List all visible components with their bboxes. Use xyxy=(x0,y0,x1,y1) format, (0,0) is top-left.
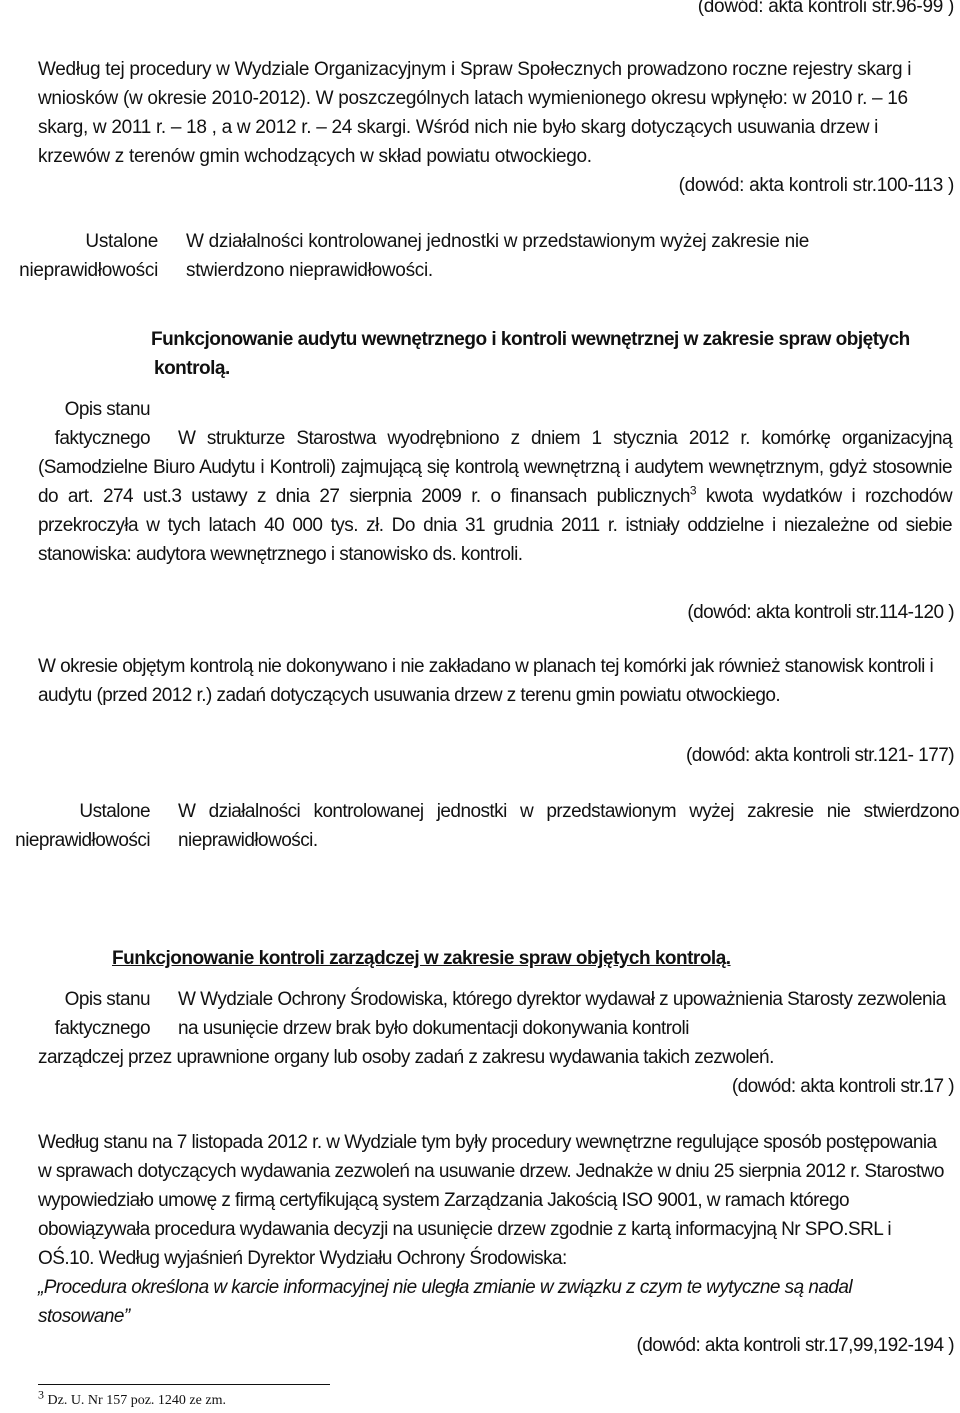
side-label-irregularities-1: Ustalone nieprawidłowości xyxy=(19,231,158,281)
side-label-facts-1: Opis stanu faktycznego xyxy=(54,399,150,449)
footnote-marker: 3 xyxy=(689,483,697,498)
paragraph-procedures: Według stanu na 7 listopada 2012 r. w Wydziale tym były procedury wewnętrzne regulujące sposób postępowania w sprawach dotyczących wydawania zezwoleń na usuwanie drzew. Jednakże w dniu 25 sierpnia 2012 r. Starostwo wypowiedziało umowę z firmą certyfikującą system Zarządzania Jakością ISO 9001, w ramach którego obowiązywała procedura wydawania decyzji na usunięcie drzew zgodnie z kartą informacyjną Nr SPO.SRL i OŚ.10. Według wyjaśnień Dyrektor Wydziału Ochrony Środowiska: xyxy=(38,1132,944,1269)
section-heading-management-control: Funkcjonowanie kontroli zarządczej w zakresie spraw objętych kontrolą. xyxy=(112,948,731,969)
paragraph-complaint-registers: Według tej procedury w Wydziale Organizacyjnym i Spraw Społecznych prowadzono roczne rejestry skarg i wniosków (w okresie 2010-2012). W poszczególnych latach wymienionego okresu wpłynęło: w 2010 r. – 16 skarg, w 2011 r. – 18 , a w 2012 r. – 24 skargi. Wśród nich nie było skarg dotyczących usuwania drzew i krzewów z terenów gmin wchodzących w skład powiatu otwockiego. xyxy=(38,59,912,167)
evidence-ref-2: (dowód: akta kontroli str.100-113 ) xyxy=(678,175,954,196)
paragraph-no-irregularities-2: W działalności kontrolowanej jednostki w przedstawionym wyżej zakresie nie stwierdzono nieprawidłowości. xyxy=(178,801,959,851)
evidence-ref-5: (dowód: akta kontroli str.17 ) xyxy=(731,1076,954,1097)
footnote xyxy=(38,1387,438,1410)
paragraph-management-control-1: W Wydziale Ochrony Środowiska, którego dyrektor wydawał z upoważnienia Starosty zezwolenia na usunięcie drzew brak było dokumentacji dokonywania kontroli xyxy=(178,989,946,1039)
paragraph-management-control-2: zarządczej przez uprawnione organy lub osoby zadań z zakresu wydawania takich zezwoleń. xyxy=(38,1047,774,1068)
quote-director-explanation: „Procedura określona w karcie informacyjnej nie uległa zmianie w związku z czym te wytyczne są nadal stosowane” xyxy=(38,1277,853,1327)
footnote-number: 3 xyxy=(38,1387,44,1402)
audit-text-before-footnote: W strukturze Starostwa wyodrębniono z dniem 1 stycznia 2012 r. komórkę organizacyjną (Samodzielne Biuro Audytu i Kontroli) zajmującą się kontrolą wewnętrzną i audytem wewnętrznym, gdyż stosownie do art. 274 ust.3 ustawy z dnia 27 sierpnia 2009 r. o finansach publicznych xyxy=(38,428,952,507)
side-label-facts-2: Opis stanu faktycznego xyxy=(54,989,150,1039)
evidence-ref-3: (dowód: akta kontroli str.114-120 ) xyxy=(687,602,954,623)
paragraph-no-irregularities-1: W działalności kontrolowanej jednostki w przedstawionym wyżej zakresie nie stwierdzono nieprawidłowości. xyxy=(186,231,810,281)
paragraph-no-audit-tasks: W okresie objętym kontrolą nie dokonywano i nie zakładano w planach tej komórki jak również stanowisk kontroli i audytu (przed 2012 r.) zadań dotyczących usuwania drzew z terenu gmin powiatu otwockiego. xyxy=(38,656,934,706)
evidence-ref-4: (dowód: akta kontroli str.121- 177) xyxy=(685,745,954,766)
section-heading-internal-audit: Funkcjonowanie audytu wewnętrznego i kontroli wewnętrznej w zakresie spraw objętych kontrolą. xyxy=(151,329,910,379)
paragraph-audit-unit xyxy=(38,424,952,569)
evidence-ref-6: (dowód: akta kontroli str.17,99,192-194 ) xyxy=(636,1335,954,1356)
audit-text-after-footnote: kwota wydatków i rozchodów przekroczyła w tych latach 40 000 tys. zł. Do dnia 31 grudnia 2011 r. istniały oddzielne i niezależne od siebie stanowiska: audytora wewnętrznego i stanowisko ds. kontroli. xyxy=(38,486,952,565)
evidence-ref-top: (dowód: akta kontroli str.96-99 ) xyxy=(697,0,954,17)
footnote-text: Dz. U. Nr 157 poz. 1240 ze zm. xyxy=(47,1393,226,1408)
side-label-irregularities-2: Ustalone nieprawidłowości xyxy=(15,801,150,851)
footnote-divider xyxy=(38,1384,330,1385)
